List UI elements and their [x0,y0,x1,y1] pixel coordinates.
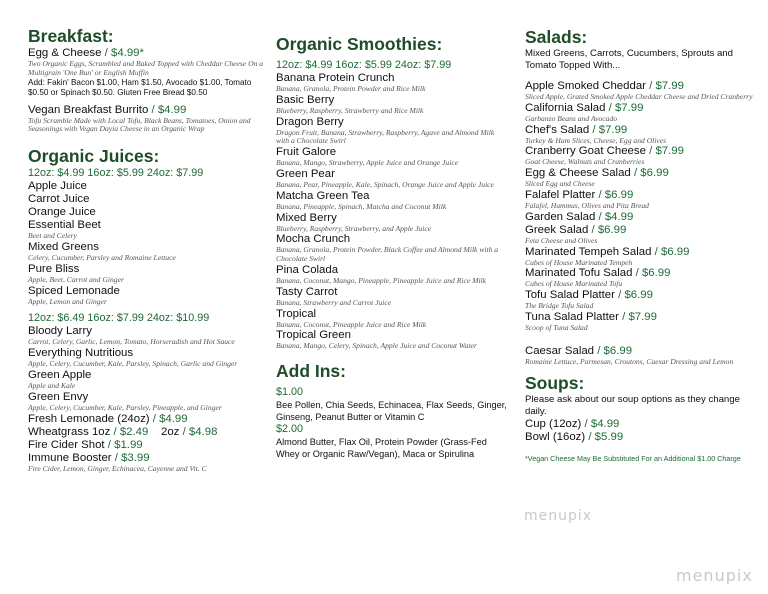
menu-item: Egg & Cheese Salad / $6.99 [525,167,669,180]
watermark-logo: menupix [524,508,593,524]
item-description: Banana, Coconut, Mango, Pineapple, Pineapple Juice and Rice Milk [276,275,487,285]
menu-item: Chef's Salad / $7.99 [525,123,628,136]
vegan-cheese-footnote: *Vegan Cheese May Be Substituted For an Additional $1.00 Charge [525,453,741,463]
item-description: Apple, Beet, Carrot and Ginger [28,274,124,284]
item-description: Falafel, Hummus, Olives and Pita Bread [525,200,649,210]
menu-item: Green Apple [28,368,92,381]
menu-item: Fruit Galore [276,146,337,159]
menu-item: Spiced Lemonade [28,284,120,297]
item-description: Romaine Lettuce, Parmesan, Croutons, Caesar Dressing and Lemon [525,356,734,366]
column-left [28,26,266,473]
menu-item: Tuna Salad Platter / $7.99 [525,310,657,323]
juices-heading: Organic Juices: [28,146,160,167]
item-description: Banana, Pineapple, Spinach, Matcha and Coconut Milk [276,201,447,211]
soups-heading: Soups: [525,372,585,393]
menu-item: Cranberry Goat Cheese / $7.99 [525,145,684,158]
menu-item: Falafel Platter / $6.99 [525,188,634,201]
menu-item: Basic Berry [276,93,335,106]
menu-item: Egg & Cheese / $4.99* [28,47,144,59]
item-description: Tofu Scramble Made with Local Tofu, Black Beans, Tomatoes, Onion and Seasonings with Vegan Dayia Cheese in an Organic Wrap [28,115,251,134]
menu-item: Mixed Berry [276,211,337,224]
menu-item: Marinated Tempeh Salad / $6.99 [525,245,690,258]
item-description: Beet and Celery [28,231,77,241]
size-prices: 12oz: $4.99 16oz: $5.99 24oz: $7.99 [28,167,204,180]
menu-item: Fire Cider Shot / $1.99 [28,438,143,451]
item-description: Turkey & Ham Slices, Cheese, Egg and Olives [525,135,667,145]
menu-item: Cup (12oz) / $4.99 [525,417,620,430]
menu-item: Tropical [276,307,317,320]
column-middle [276,34,508,460]
menu-item: Marinated Tofu Salad / $6.99 [525,267,671,280]
menu-item: Mocha Crunch [276,233,351,246]
menu-item: Orange Juice [28,206,96,219]
item-description: Carrot, Celery, Garlic, Lemon, Tomato, Horseradish and Hot Sauce [28,337,235,347]
menu-item: Vegan Breakfast Burrito / $4.99 [28,103,187,116]
item-description: Banana, Granola, Protein Powder, Black Coffee and Almond Milk with a Chocolate Swirl [276,245,499,264]
size-prices: 12oz: $4.99 16oz: $5.99 24oz: $7.99 [276,59,452,71]
menu-item: Fresh Lemonade (24oz) / $4.99 [28,412,188,425]
addin-list: Almond Butter, Flax Oil, Protein Powder (Grass-Fed Whey or Organic Raw/Vegan), Maca or Spirulina [276,437,487,460]
item-description: Blueberry, Raspberry, Strawberry, and Apple Juice [276,223,432,233]
item-description: Two Organic Eggs, Scrambled and Baked Topped with Cheddar Cheese On a Multigrain 'One Bun' or English Muffin [28,59,264,77]
menu-item: Garden Salad / $4.99 [525,210,634,223]
item-description: Apple, Celery, Cucumber, Kale, Parsley, Spinach, Garlic and Ginger [28,359,238,369]
menu-item: Greek Salad / $6.99 [525,223,627,236]
menu-item: Bloody Larry [28,325,92,338]
item-description: Blueberry, Raspberry, Strawberry and Rice Milk [276,105,424,115]
item-description: Scoop of Tuna Salad [525,322,588,332]
add-ons-note: Add: Fakin' Bacon $1.00, Ham $1.50, Avocado $1.00, Tomato $0.50 or Spinach $0.50. Gluten Free Bread $0.50 [28,77,252,97]
item-description: Apple, Lemon and Ginger [28,296,107,306]
addin-price: $2.00 [276,423,304,436]
salads-heading: Salads: [525,27,588,47]
addins-heading: Add Ins: [276,361,346,382]
item-description: Apple, Celery, Cucumber, Kale, Parsley, Pineapple, and Ginger [28,402,222,412]
menu-item: Tofu Salad Platter / $6.99 [525,289,653,302]
item-description: Celery, Cucumber, Parsley and Romaine Lettuce [28,252,176,262]
item-description: Feta Cheese and Olives [525,235,598,245]
menu-item: Mixed Greens [28,240,99,253]
item-description: Banana, Mango, Celery, Spinach, Apple Juice and Coconut Water [276,341,477,351]
soups-intro: Please ask about our soup options as they change daily. [525,393,740,417]
menu-item: Apple Smoked Cheddar / $7.99 [525,80,684,92]
item-description: Goat Cheese, Walnuts and Cranberries [525,157,645,167]
menu-item: Tropical Green [276,329,351,342]
item-description: The Bridge Tofu Salad [525,301,594,311]
column-right [525,27,757,464]
menu-item: Wheatgrass 1oz / $2.49 2oz / $4.98 [28,425,218,438]
item-description: Banana, Coconut, Pineapple Juice and Rice Milk [276,319,427,329]
menu-item: Essential Beet [28,219,101,232]
item-description: Cubes of House Marinated Tofu [525,279,623,289]
menu-item: Matcha Green Tea [276,189,370,202]
menu-item: Tasty Carrot [276,285,338,298]
menu-item: Bowl (16oz) / $5.99 [525,430,624,443]
menu-item: Green Envy [28,390,89,403]
item-description: Dragon Fruit, Banana, Strawberry, Raspberry, Agave and Almond Milk with a Chocolate Swirl [276,127,495,146]
menu-item: Caesar Salad / $6.99 [525,344,633,357]
menu-item: Banana Protein Crunch [276,72,395,84]
menu-item: Pure Bliss [28,262,80,275]
addin-list: Bee Pollen, Chia Seeds, Echinacea, Flax Seeds, Ginger, Ginseng, Peanut Butter or Vitamin C [276,400,507,423]
item-description: Sliced Apple, Grated Smoked Apple Cheddar Cheese and Dried Cranberry [525,92,753,101]
item-description: Sliced Egg and Cheese [525,179,595,189]
smoothies-heading: Organic Smoothies: [276,34,443,54]
item-description: Garbanzo Beans and Avocado [525,113,618,123]
item-description: Banana, Granola, Protein Powder and Rice Milk [276,84,426,93]
menu-item: Dragon Berry [276,115,344,128]
breakfast-heading: Breakfast: [28,26,114,46]
item-description: Fire Cider, Lemon, Ginger, Echinacea, Cayenne and Vit. C [28,463,207,473]
size-prices: 12oz: $6.49 16oz: $7.99 24oz: $10.99 [28,312,210,325]
item-description: Apple and Kale [28,380,76,390]
menu-item: California Salad / $7.99 [525,101,644,114]
addin-price: $1.00 [276,386,304,399]
menu-item: Apple Juice [28,180,87,193]
item-description: Cubes of House Marinated Tempeh [525,257,633,267]
menu-item: Carrot Juice [28,193,90,206]
item-description: Banana, Pear, Pineapple, Kale, Spinach, Orange Juice and Apple Juice [276,179,494,189]
salads-intro: Mixed Greens, Carrots, Cucumbers, Sprouts and Tomato Topped With... [525,48,733,71]
menu-item: Green Pear [276,167,335,180]
menu-item: Immune Booster / $3.99 [28,451,150,464]
menu-item: Everything Nutritious [28,347,134,360]
menu-item: Pina Colada [276,263,339,276]
item-description: Banana, Mango, Strawberry, Apple Juice and Orange Juice [276,158,459,168]
watermark-logo: menupix [676,566,753,585]
item-description: Banana, Strawberry and Carrot Juice [276,297,392,307]
